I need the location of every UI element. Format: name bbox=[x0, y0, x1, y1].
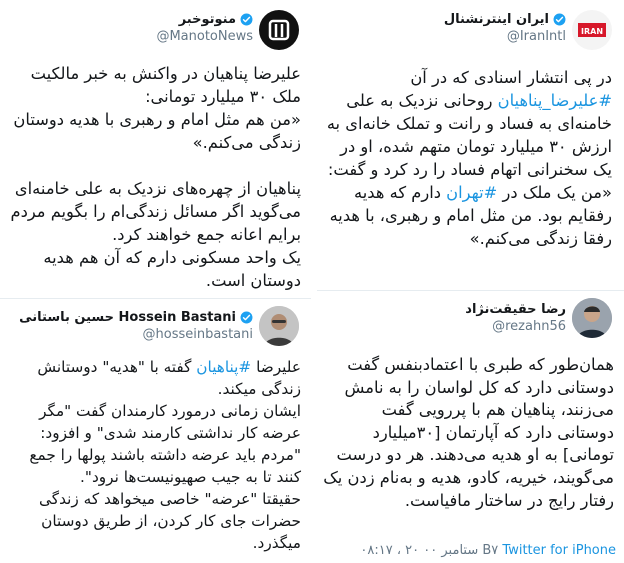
tweet-text: علیرضا پناهیان در واکنش به خبر مالکیت ملک ۳۰ میلیارد تومانی: «من هم مثل امام و رهبری با هدیه دوستان زندگی می‌کنم.» پناهیان از چهره‌های نزدیک به علی خامنه‌ای می‌گوید اگر مسائل زندگی‌ام را بگویم مردم برایم اعانه جمع خواهند کرد. یک واحد مسکونی دارم که آن هم هدیه دوستان است. bbox=[10, 64, 301, 290]
verified-icon bbox=[553, 13, 566, 26]
tweet-header bbox=[317, 0, 624, 60]
manoto-logo-avatar[interactable] bbox=[259, 10, 299, 50]
verified-icon bbox=[240, 311, 253, 324]
tweet-source-link[interactable]: Twitter for iPhone bbox=[502, 543, 616, 558]
tweet-text: در پی انتشار اسنادی که در آن #علیرضا_پناهیان روحانی نزدیک به علی خامنه‌ای به فساد و رانت و تملک خانه‌ای به ارزش ۳۰ میلیارد تومان متهم شده، او در یک سخنرانی اتهام فساد را رد کرد و گفت: «من یک ملک در #تهران دارم که هدیه رفقایم بود. من مثل امام و رهبری، با هدیه رفقا زندگی می‌کنم.» bbox=[321, 68, 612, 248]
tweet-bastani[interactable] bbox=[0, 298, 311, 563]
author-handle[interactable]: @IranIntl bbox=[506, 29, 566, 44]
tweet-manoto[interactable] bbox=[0, 0, 311, 310]
author-names bbox=[346, 302, 566, 334]
divider bbox=[0, 298, 311, 299]
avatar[interactable] bbox=[259, 306, 299, 346]
display-name[interactable]: ایران اینترنشنال bbox=[346, 12, 566, 27]
tweet-iran-intl[interactable] bbox=[317, 0, 624, 290]
author-names bbox=[33, 12, 253, 44]
display-name[interactable]: رضا حقیقت‌نژاد bbox=[465, 302, 566, 317]
tweet-header bbox=[317, 292, 624, 352]
tweet-timestamp[interactable]: ۰۸:۱۷ ، ۲۰ ستامبر ۰۰ B۷ bbox=[360, 543, 499, 558]
divider bbox=[317, 290, 624, 291]
display-name[interactable]: Hossein Bastani حسین باستانی bbox=[13, 310, 253, 325]
hashtag-link[interactable]: #تهران bbox=[446, 183, 498, 202]
tweet-rezahn[interactable] bbox=[317, 290, 624, 563]
display-name[interactable]: منوتوخبر bbox=[33, 12, 253, 27]
author-handle[interactable]: @hosseinbastani bbox=[142, 327, 253, 342]
author-names bbox=[346, 12, 566, 44]
tweet-text: علیرضا #پناهیان گفته با "هدیه" دوستانش زندگی میکند. ایشان زمانی درمورد کارمندان گفت "مگر عرضه کار نداشتی کارمند شدی" و افزود: "مردم باید عرضه داشته باشند پولها را جمع کنند تا به جیب صهیونیست‌ها نرود". حقیقتا "عرضه" خاصی میخواهد که زندگی حضرات جای کار کردن، از طریق دوستان میگذرد. bbox=[29, 358, 301, 552]
iran-intl-logo-avatar[interactable] bbox=[572, 10, 612, 50]
hashtag-link[interactable]: #پناهیان bbox=[196, 358, 252, 376]
tweet-text: همان‌طور که طبری با اعتمادبنفس گفت دوستانی دارد که کل لواسان را به نامش می‌زنند، پناهیان هم با پررویی گفت دوستانی دارد که آپارتمان [۳۰میلیارد تومانی] به او هدیه می‌دهند. هر دو درست می‌گویند، خیریه، کادو، هدیه و به‌نام زدن یک رفتار رایج در ساختار مافیاست. bbox=[318, 355, 614, 510]
tweet-header bbox=[0, 0, 311, 60]
tweet-footer bbox=[360, 543, 616, 558]
tweet-header bbox=[0, 300, 311, 360]
author-names bbox=[13, 310, 253, 342]
verified-icon bbox=[240, 13, 253, 26]
author-handle[interactable]: @ManotoNews bbox=[156, 29, 253, 44]
hashtag-link[interactable]: #علیرضا_پناهیان bbox=[497, 91, 612, 110]
logo-text: IRAN bbox=[580, 27, 604, 36]
avatar[interactable] bbox=[572, 298, 612, 338]
author-handle[interactable]: @rezahn56 bbox=[492, 319, 566, 334]
